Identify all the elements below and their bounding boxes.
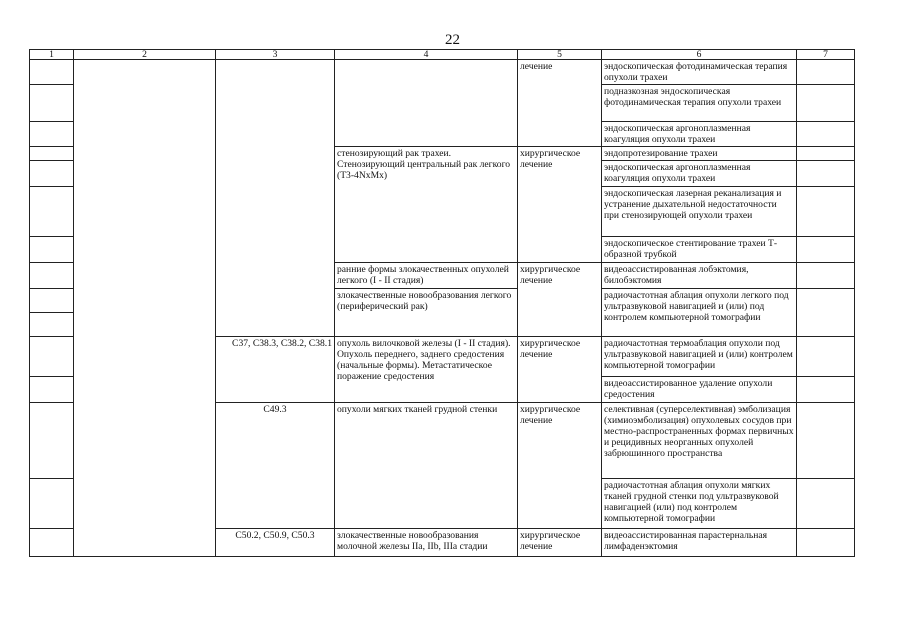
treatment-method-cell: видеоассистированная лобэктомия, билобэктомия [602, 263, 797, 289]
patient-model-cell: злокачественные новообразования молочной железы IIa, IIb, IIIa стадии [335, 529, 518, 557]
treatment-method-cell: эндоскопическая лазерная реканализация и устранение дыхательной недостаточности при стенозирующей опухоли трахеи [602, 187, 797, 237]
patient-model-cell: ранние формы злокачественных опухолей легкого (I - II стадия) [335, 263, 518, 289]
medical-care-table [29, 49, 855, 557]
column-number-row [30, 50, 855, 60]
icd-code-cell: C49.3 [216, 403, 335, 529]
norm-cell [797, 85, 855, 122]
treatment-type-cell: хирургическое лечение [518, 337, 602, 403]
treatment-type-cell: хирургическое лечение [518, 147, 602, 263]
norm-cell [797, 403, 855, 479]
row-number-cell [30, 403, 74, 479]
patient-model-cell: опухоль вилочковой железы (I - II стадия). Опухоль переднего, заднего средостения (начальные формы). Метастатическое поражение средостения [335, 337, 518, 403]
norm-cell [797, 337, 855, 377]
row-number-cell [30, 122, 74, 147]
norm-cell [797, 161, 855, 187]
table-row [30, 60, 855, 85]
row-number-cell [30, 85, 74, 122]
row-number-cell [30, 187, 74, 237]
patient-model-cell: злокачественные новообразования легкого (периферический рак) [335, 289, 518, 337]
row-number-cell [30, 237, 74, 263]
norm-cell [797, 60, 855, 85]
treatment-type-cell: хирургическое лечение [518, 529, 602, 557]
treatment-method-cell: эндопротезирование трахеи [602, 147, 797, 161]
norm-cell [797, 122, 855, 147]
icd-code-cell: C50.2, C50.9, C50.3 [216, 529, 335, 557]
treatment-type-cell: хирургическое лечение [518, 263, 602, 337]
norm-cell [797, 263, 855, 289]
treatment-method-cell: эндоскопическая фотодинамическая терапия опухоли трахеи [602, 60, 797, 85]
treatment-method-cell: эндоскопическая аргоноплазменная коагуляция опухоли трахеи [602, 161, 797, 187]
treatment-method-cell: эндоскопическое стентирование трахеи Т-образной трубкой [602, 237, 797, 263]
patient-model-cell: опухоли мягких тканей грудной стенки [335, 403, 518, 529]
norm-cell [797, 187, 855, 237]
treatment-method-cell: селективная (суперселективная) эмболизация (химиоэмболизация) опухолевых сосудов при местно-распространенных формах первичных и рецидивных неорганных опухолей забрюшинного пространства [602, 403, 797, 479]
icd-code-cell [216, 60, 335, 337]
column-header: 5 [518, 50, 602, 60]
profile-cell [74, 60, 216, 557]
treatment-method-cell: радиочастотная аблация опухоли мягких тканей грудной стенки под ультразвуковой навигацией (или) под контролем компьютерной томографии [602, 479, 797, 529]
norm-cell [797, 289, 855, 337]
row-number-cell [30, 337, 74, 377]
column-header: 3 [216, 50, 335, 60]
row-number-cell [30, 147, 74, 161]
column-header: 4 [335, 50, 518, 60]
treatment-method-cell: подназкозная эндоскопическая фотодинамическая терапия опухоли трахеи [602, 85, 797, 122]
treatment-method-cell: радиочастотная термоаблация опухоли под ультразвуковой навигацией и (или) контролем компьютерной томографии [602, 337, 797, 377]
patient-model-cell: стенозирующий рак трахеи. Стенозирующий центральный рак легкого (T3-4NxMx) [335, 147, 518, 263]
page-number: 22 [445, 32, 460, 48]
norm-cell [797, 479, 855, 529]
row-number-cell [30, 60, 74, 85]
treatment-method-cell: видеоассистированное удаление опухоли средостения [602, 377, 797, 403]
norm-cell [797, 529, 855, 557]
column-header: 2 [74, 50, 216, 60]
row-number-cell [30, 161, 74, 187]
norm-cell [797, 377, 855, 403]
treatment-type-cell: хирургическое лечение [518, 403, 602, 529]
column-header: 6 [602, 50, 797, 60]
patient-model-cell [335, 60, 518, 147]
column-header: 7 [797, 50, 855, 60]
row-number-cell [30, 479, 74, 529]
treatment-type-cell: лечение [518, 60, 602, 147]
column-header: 1 [30, 50, 74, 60]
treatment-method-cell: видеоассистированная парастернальная лимфаденэктомия [602, 529, 797, 557]
row-number-cell [30, 313, 74, 337]
norm-cell [797, 237, 855, 263]
icd-code-cell: C37, C38.3, C38.2, C38.1 [216, 337, 335, 403]
row-number-cell [30, 377, 74, 403]
treatment-method-cell: радиочастотная аблация опухоли легкого под ультразвуковой навигацией и (или) под контролем компьютерной томографии [602, 289, 797, 337]
treatment-method-cell: эндоскопическая аргоноплазменная коагуляция опухоли трахеи [602, 122, 797, 147]
row-number-cell [30, 263, 74, 289]
norm-cell [797, 147, 855, 161]
row-number-cell [30, 289, 74, 313]
row-number-cell [30, 529, 74, 557]
